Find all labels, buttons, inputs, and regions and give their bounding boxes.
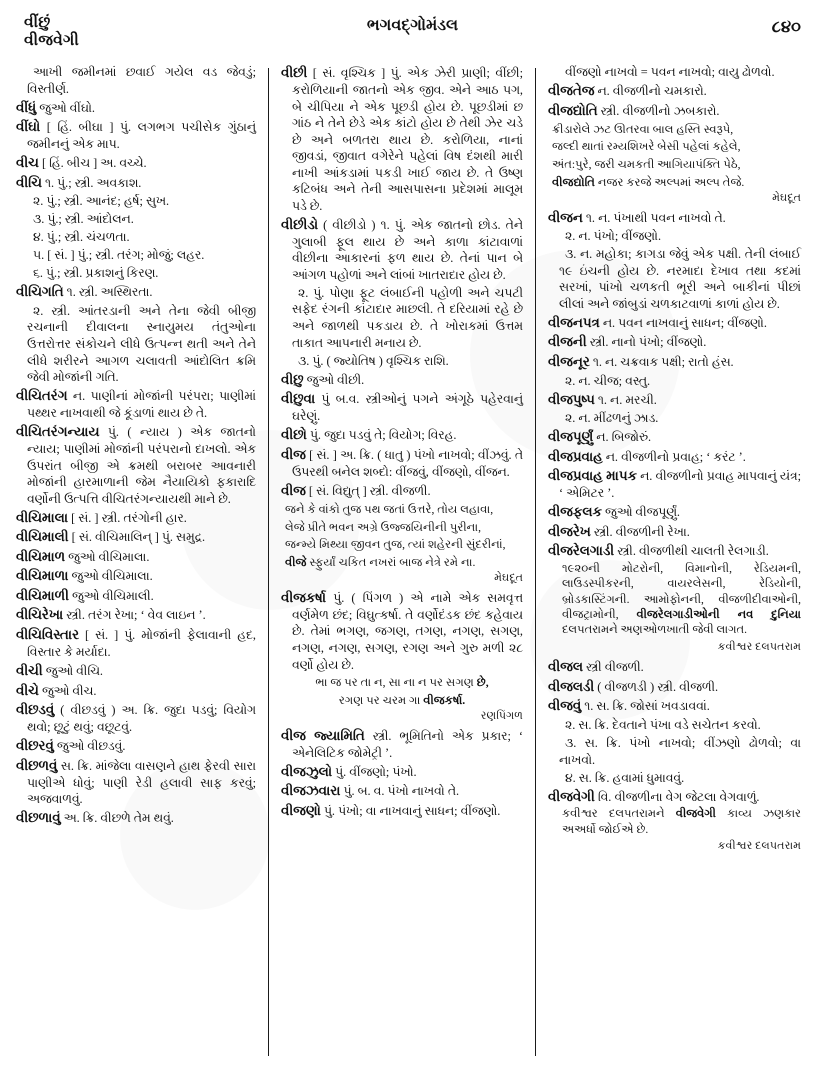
headword: વીછી — [281, 65, 308, 80]
definition: સ્ત્રી. ભૂમિતિનો એક પ્રકાર; ‘ એનેલિટિક જોમેટ્રી ’. — [292, 728, 523, 760]
verse-keyword: છે, — [476, 676, 489, 690]
headword: વીજ — [281, 482, 306, 498]
definition: સ્ત્રી વીજળી. — [582, 660, 644, 675]
dictionary-entry — [281, 371, 523, 389]
entry-continuation: વીંજણો નાખવો = પવન નાખવો; વાયુ ઢોળવો. — [565, 65, 775, 79]
definition: ૧. સ્ત્રી. અસ્થિરતા. — [63, 285, 153, 300]
headword: વીચે — [16, 682, 39, 698]
headword: વીચિગતિ — [16, 284, 64, 300]
citation — [548, 807, 801, 838]
headword: વીચિમાળા — [16, 568, 69, 584]
headword: વીજરેખ — [548, 523, 591, 539]
headword: વીજપ્રવાહ માપક — [548, 468, 637, 484]
verse-line: લેજે પ્રીતે ભવન અગ્રે ઉજ્જયિનીની પુરીના, — [285, 520, 482, 534]
definition: સ. ક્રિ. માંજેલા વાસણને હાથ ફેરવી સારા પાણીએ ધોવું; પાણી રેડી હલાવી સાફ કરવું; અજવાળવું. — [27, 758, 256, 807]
headword: વીજવું — [548, 698, 582, 714]
verse-keyword: વીજે — [285, 556, 307, 570]
sense-item: ૩. પું.; સ્ત્રી. આંદોલન. — [33, 212, 134, 227]
definition: ( વીછડવું ) અ. ક્રિ. જુદા પડવું; વિયોગ થવો; છૂટું થવું; વછૂટવું. — [27, 703, 256, 735]
headword: વીજપૂર્ણું — [548, 429, 594, 445]
dictionary-entry — [281, 782, 523, 800]
headword: વીછડવું — [16, 702, 55, 718]
definition: [ સં. વૃશ્ચિક ] પું. એક ઝેરી પ્રાણી; વીંછી; કરોળિયાની જાતનો એક જીવ. એને આઠ પગ, બે ચીપિયા ને એક પૂછડી હોય છે. પૂછડીમાં છ ગાંઠ ને તેને છેડે એક કાંટો હોય છે તેથી ઝેર ચડે છે અને બળતરા થાય છે. કરોળિયા, નાનાં જીવડાં, જીવાત વગેરેને પહેલાં વિષ દંશથી મારી નાખી આંકડામાં પકડી ખાઈ જાય છે. તે ઉષ્ણ કટિબંધ અને તેની આસપાસના પ્રદેશમાં માલૂમ પડે છે. — [292, 66, 523, 213]
citation-attribution: કવીશ્વર દલપતરામ — [717, 641, 801, 654]
headword: વીછુ — [281, 371, 304, 387]
headword: વીચિમાળી — [16, 587, 69, 603]
headword: વીછીડો — [281, 216, 319, 232]
verse-text: રગણ પર ચરમ ગા — [338, 693, 424, 707]
dictionary-entry — [548, 391, 801, 409]
dictionary-entry — [16, 662, 256, 680]
headword: વીચિ — [16, 174, 42, 190]
dictionary-entry — [548, 209, 801, 227]
dictionary-entry — [548, 333, 801, 351]
headword: વીજણો — [281, 802, 321, 818]
headword: વીજલ — [548, 659, 583, 675]
headword: વીચિતરંગ — [16, 388, 68, 404]
verse-line — [281, 675, 523, 691]
headword: વીજપ્રવાહ — [548, 448, 603, 464]
definition: [ હિં. બીચ ] અ. વચ્ચે. — [38, 156, 147, 171]
sense-item: ૨. ન. ચીજ; વસ્તુ. — [565, 373, 651, 388]
dictionary-entry — [16, 626, 256, 661]
dictionary-entry — [281, 589, 523, 673]
definition: અ. ક્રિ. વીછળે તેમ થવું. — [60, 811, 174, 826]
definition: જુઓ વીચિમાલી. — [68, 588, 154, 603]
headword: વીજ — [281, 446, 306, 462]
running-head — [16, 14, 809, 64]
dictionary-entry — [281, 482, 523, 500]
dictionary-entry — [548, 353, 801, 371]
dictionary-entry — [548, 314, 801, 332]
definition: જુઓ વીચ. — [38, 683, 97, 698]
sense-item: ૨. ન. મીંઢળનું ઝાડ. — [565, 411, 659, 426]
sense-item: ૨. ન. પંખો; વીંજણો. — [565, 229, 662, 244]
definition: ૧. ન. પંખાથી પવન નાખવો તે. — [582, 210, 726, 225]
sense-item: ૨. સ. ક્રિ. દેવતાને પંખા વડે સચેતન કરવો. — [565, 718, 761, 732]
dictionary-entry — [548, 678, 801, 696]
dictionary-entry — [281, 802, 523, 820]
definition: [ સં. વીચિમાલિન્ ] પું. સમુદ્ર. — [68, 530, 206, 545]
definition: [ હિં. બીઘા ] પું. લગભગ પચીસેક ગુંઠાનું જમીનનું એક માપ. — [27, 120, 256, 152]
definition: વિ. વીજળીના વેગ જેટલા વેગવાળું. — [594, 789, 760, 804]
headword: વીજનપત્ર — [548, 314, 600, 330]
headword: વીજનૂર — [548, 353, 590, 369]
headword: વીજઝવારા — [281, 783, 341, 799]
definition: જુઓ વીચિમાલા. — [68, 569, 153, 584]
dictionary-entry — [281, 426, 523, 444]
citation-keyword: વીજરેલગાડીઓની નવ દુનિયા — [636, 609, 801, 622]
dictionary-entry — [16, 154, 256, 172]
dictionary-entry — [16, 548, 256, 566]
definition: પું બ.વ. સ્ત્રીઓનું પગને અંગૂઠે પહેરવાનું ઘરેણું. — [292, 392, 523, 424]
definition: ન. વીજળીનો ચમકારો. — [594, 84, 707, 99]
headword: વીછળાવું — [16, 810, 61, 826]
dictionary-entry — [548, 523, 801, 541]
dictionary-entry — [16, 509, 256, 527]
definition: ન. પાણીનાં મોજાંની પરંપરા; પાણીમાં પથ્થર નાખવાથી જે કૂંડાળાં થાય છે તે. — [27, 389, 256, 421]
headword: વીછરવું — [16, 738, 54, 754]
definition: ૧. પું.; સ્ત્રી. અવકાશ. — [41, 175, 142, 190]
dictionary-entry — [16, 587, 256, 605]
column-1 — [16, 64, 268, 1064]
verse-line: જલ્દી થાતાં રમ્યશિખરે બેસી પહેલાં કહેલે, — [552, 140, 741, 154]
definition: પું. પંખો; વા નાખવાનું સાધન; વીંજણો. — [320, 803, 501, 818]
headword: વીજરેલગાડી — [548, 543, 615, 559]
verse-line: જને કે વાંકો તુજ પથ જતાં ઉત્તરે, તોય લહાવા, — [285, 502, 494, 516]
sense-item: ૨. પું. પોણા ફૂટ લંબાઈની પહોળી અને ચપટી સફેદ રંગની કાંટાદાર માછલી. તે દરિયામાં રહે છે અને જાળથી પકડાય છે. તે ખોરાકમાં ઉત્તમ તાકાત આપનારી મનાય છે. — [292, 285, 523, 350]
sense-item: ૫. [ સં. ] પું.; સ્ત્રી. તરંગ; મોજું; લહર. — [33, 248, 205, 263]
headword: વીચી — [16, 663, 43, 679]
definition: ( વીછીડો ) ૧. પું. એક જાતનો છોડ. તેને ગુલાબી ફૂલ થાય છે અને કાળા કાંટાવાળાં વીછીના આકારનાં ફળ થાય છે. તેનાં પાન બે આંગળ પહોળાં અને લાંબાં ખાતરાદાર હોય છે. — [292, 217, 523, 282]
entry-continuation: આખી જમીનમાં છવાઈ ગયેલ વડ જેવડું; વિસ્તીર્ણ. — [27, 65, 256, 96]
verse-line — [281, 555, 523, 571]
sense-item: ૪. સ. ક્રિ. હવામાં ધુમાવવું. — [565, 770, 685, 785]
sense-item: ૪. પું.; સ્ત્રી. ચંચળતા. — [33, 230, 130, 245]
verse-line: અંત:પુરે, જરી ચમકતી આગિયાપંક્તિ પેઠે, — [552, 158, 741, 172]
column-2 — [269, 64, 535, 1064]
dictionary-entry — [281, 390, 523, 425]
sense-item: ૩. સ. ક્રિ. પંખો નાખવો; વીંઝણો ઢોળવો; વા નાખવો. — [559, 736, 801, 767]
verse-line — [281, 693, 523, 709]
definition: પું. જુદા પડવું તે; વિયોગ; વિરહ. — [306, 428, 457, 443]
verse-text: ભા જ પર તા ન, સા ના ન પર સગણ — [315, 676, 477, 690]
dictionary-entry — [548, 697, 801, 715]
definition: ૧. ન. ચક્રવાક પક્ષી; રાતો હંસ. — [589, 354, 734, 369]
citation-text: કવીશ્વર દલપતરામને — [562, 808, 676, 821]
definition: પું. વીંજણો; પંખો. — [332, 764, 417, 779]
headword: વીચિવિસ્તાર — [16, 626, 79, 642]
definition: ૧. ન. મરચી. — [594, 392, 657, 407]
citation-keyword: વીજવેગી — [675, 808, 716, 821]
headword: વીજપુષ્પ — [548, 391, 595, 407]
dictionary-entry — [548, 788, 801, 806]
headword: વીચિરેખા — [16, 607, 64, 623]
definition: સ્ત્રી. વીજળીની રેખા. — [590, 524, 690, 539]
headword: વીજદ્યોતિ — [548, 102, 598, 118]
column-3 — [536, 64, 801, 1064]
headword: વીજલડી — [548, 678, 595, 694]
definition: પું. બ. વ. પંખો નાખવો તે. — [340, 784, 460, 799]
verse-attribution: મેઘદૂત — [772, 191, 801, 204]
dictionary-entry — [16, 757, 256, 808]
dictionary-entry — [16, 701, 256, 736]
running-head-last-entry: વીજવેગી — [24, 32, 79, 50]
verse-line: જન્મ્યે મિથ્યા જીવન તુજ, ત્યાં શહેરની સુંદરીનાં, — [285, 538, 506, 552]
dictionary-entry — [548, 428, 801, 446]
verse-keyword: વીજદ્યોતિ — [552, 175, 595, 189]
headword: વીછળવું — [16, 757, 58, 773]
sense-item: ૩. ન. મહોકા; કાગડા જેવું એક પક્ષી. તેની લંબાઈ ૧૯ ઇંચની હોય છે. નરમાદા દેખાવ તથા કદમાં સરખાં, પાંખો ચળકતી ભૂરી અને બાકીનાં પીછાં લીલાં અને જાંબુડાં ચળકાટવાળાં કાળાં હોય છે. — [559, 247, 801, 311]
dictionary-entry — [281, 446, 523, 481]
verse-attribution: મેઘદૂત — [494, 571, 523, 584]
headword: વીંધું — [16, 99, 37, 115]
dictionary-entry — [16, 118, 256, 153]
dictionary-entry — [548, 82, 801, 100]
definition: [ સં. ] પું. મોજાંની ફેલાવાની હદ, વિસ્તાર કે મર્યાદા. — [27, 627, 256, 659]
dictionary-entry — [16, 809, 256, 827]
headword: વીજ જ્યામિતિ — [281, 727, 365, 743]
sense-item: ૨. પું.; સ્ત્રી. આનંદ; હર્ષ; સુખ. — [33, 194, 170, 209]
definition: જુઓ વીછડવું. — [53, 739, 126, 754]
definition: ૧. સ. ક્રિ. જોસાં ખવડાવવાં. — [581, 699, 710, 714]
citation-text-end: દલપતરામને અણઓળખાતી જેવી લાગત. — [562, 624, 747, 637]
definition: ન. પવન નાખવાનું સાધન; વીંજણો. — [599, 315, 767, 330]
dictionary-entry — [281, 64, 523, 214]
dictionary-entry — [16, 606, 256, 624]
dictionary-entry — [548, 503, 801, 521]
definition: ન. બિજોરું. — [593, 430, 652, 445]
definition: સ્ત્રી. નાનો પંખો; વીંજણો. — [586, 335, 707, 350]
dictionary-entry — [16, 174, 256, 192]
definition: પું. ( પિંગળ ) એ નામે એક સમવૃત્ત વર્ણમેળ છંદ; વિઘુત્કર્ષા. તે વર્ણોદંડક છંદ કહેવાય છે. તેમાં ભગણ, જગણ, તગણ, નગણ, સગણ, નગણ, નગણ, સગણ, રગણ અને ગુરુ મળી ૨૮ વર્ણો હોય છે. — [292, 590, 523, 672]
headword: વીચિતરંગન્યાય — [16, 424, 100, 440]
verse-text: નજર કરજે અલ્પમાં અલ્પ તેજે. — [594, 175, 745, 189]
dictionary-entry — [548, 467, 801, 502]
headword: વીજઝુલો — [281, 763, 333, 779]
page-number: ૮૪૦ — [771, 17, 801, 36]
dictionary-entry — [16, 682, 256, 700]
headword: વીચિમાલા — [16, 509, 69, 525]
dictionary-entry — [16, 99, 256, 117]
verse-line: ક્રીડારોલે ઝટ ઊતરવા બાલ હસ્તિ સ્વરૂપે, — [552, 122, 734, 136]
definition: [ સં. ] અ. ક્રિ. ( ધાતુ ) પંખો નાખવો; વીંઝવું. તે ઉપરથી બનેલ શબ્દો: વીંજવું, વીંજણો, વીંજન. — [292, 447, 523, 479]
citation-text: ૧૯૨૦ની મોટરોની, વિમાનોની, રેડિયમની, લાઉડસ્પીકરની, વાયરલેસની, રેડિયોની, બ્રોડકાસ્ટિંગની. આમોફોનની, વીજળીદીવાઓની, વીજટ્રામોની, — [562, 562, 801, 622]
definition: [ સં. ] સ્ત્રી. તરંગોની હાર. — [68, 510, 187, 525]
dictionary-entry — [16, 567, 256, 585]
headword: વીજફલક — [548, 504, 602, 520]
sense-item: ૬. પું.; સ્ત્રી. પ્રકાશનું કિરણ. — [33, 266, 159, 281]
citation-text-end: કાવ્ય ઝણકાર અઅર્ધો જોઈએ છે. — [562, 808, 802, 836]
dictionary-entry — [16, 528, 256, 546]
headword: વીજવેગી — [548, 788, 595, 804]
headword: વીજતેજ — [548, 83, 595, 99]
definition: જુઓ વીંઘો. — [36, 100, 95, 115]
headword: વીચ — [16, 155, 39, 171]
book-title: ભગવદ્ગોમંડલ — [366, 17, 459, 34]
headword: વીચિમાલી — [16, 529, 69, 545]
definition: જુઓ વીછી. — [303, 372, 365, 387]
headword: વીજકર્ષા — [281, 589, 327, 605]
dictionary-entry — [16, 283, 256, 301]
definition: સ્ત્રી. વીજળીનો ઝબકારો. — [597, 103, 720, 118]
definition: જુઓ વીચિમાલા. — [65, 549, 150, 564]
dictionary-entry — [548, 102, 801, 120]
headword: વીજની — [548, 334, 587, 350]
headword: વીછો — [281, 427, 307, 443]
definition: સ્ત્રી. વીજળીથી ચાલતી રેલગાડી. — [614, 544, 769, 559]
definition: સ્ત્રી. તરંગ રેખા; ‘ વેવ લાઇન ’. — [63, 608, 206, 623]
definition: ન. વીજળીનો પ્રવાહ; ‘ કરંટ ’. — [602, 449, 746, 464]
dictionary-entry — [16, 423, 256, 507]
dictionary-entry — [281, 216, 523, 284]
verse-text: સ્ફુર્યાં ચકિત નખરાં બાજ નેત્રે રમે ના. — [306, 556, 476, 570]
dictionary-entry — [16, 737, 256, 755]
definition: પું. ( ન્યાય ) એક જાતનો ન્યાય; પાણીમાં મોજાંની પરંપરાનો દાખલો. એક ઉપરાંત બીજી એ ક્રમથી બરાબર આવનારી મોજાંની હારમાળાની જેમ નૈયાયિકો ફકારાદિ વર્ણોની ઉત્પત્તિ વીચિતરંગન્યાયથી માને છે. — [27, 425, 256, 506]
definition: જુઓ વીચિ. — [42, 664, 104, 679]
running-head-first-entry: વીંછું — [24, 14, 51, 31]
citation-attribution: કવીશ્વર દલપતરામ — [717, 840, 801, 853]
citation — [548, 562, 801, 639]
definition: ન. વીજળીનો પ્રવાહ માપવાનું યંત્ર; ‘ એમિટર ’. — [559, 469, 801, 501]
definition: જુઓ વીજપૂર્ણું. — [601, 505, 680, 520]
dictionary-entry — [548, 542, 801, 560]
headword: વીજન — [548, 209, 583, 225]
headword: વીછુવા — [281, 391, 316, 407]
headword: વીચિમાળ — [16, 548, 66, 564]
definition: [ સં. વિદ્યુત્ ] સ્ત્રી. વીજળી. — [305, 483, 431, 498]
definition: ( વીજળડી ) સ્ત્રી. વીજળી. — [594, 679, 719, 694]
dictionary-entry — [16, 387, 256, 422]
dictionary-entry — [281, 763, 523, 781]
dictionary-entry — [548, 658, 801, 676]
verse-attribution: રણપિંગળ — [480, 709, 523, 722]
dictionary-entry — [548, 448, 801, 466]
sense-item: ૩. પું. ( જ્યોતિષ ) વૃશ્ચિક રાશિ. — [298, 353, 449, 368]
headword: વીંઘો — [16, 119, 41, 135]
column-container — [16, 64, 809, 1064]
dictionary-entry — [281, 727, 523, 762]
sense-item: ૨. સ્ત્રી. આંતરડાની અને તેના જેવી બીજી રચનાની દીવાલના સ્નાયુમય તંતુઓના ઉત્તરોત્તર સંકોચને લીધે ઉત્પન્ન થતી અને તેને લીધે શરીરને આગળ ચલાવતી આંદોલિત ક્રમિ જેવી મોજાંની ગતિ. — [27, 303, 256, 385]
verse-keyword: વીજકર્ષા. — [423, 693, 466, 707]
verse-line — [548, 175, 801, 191]
